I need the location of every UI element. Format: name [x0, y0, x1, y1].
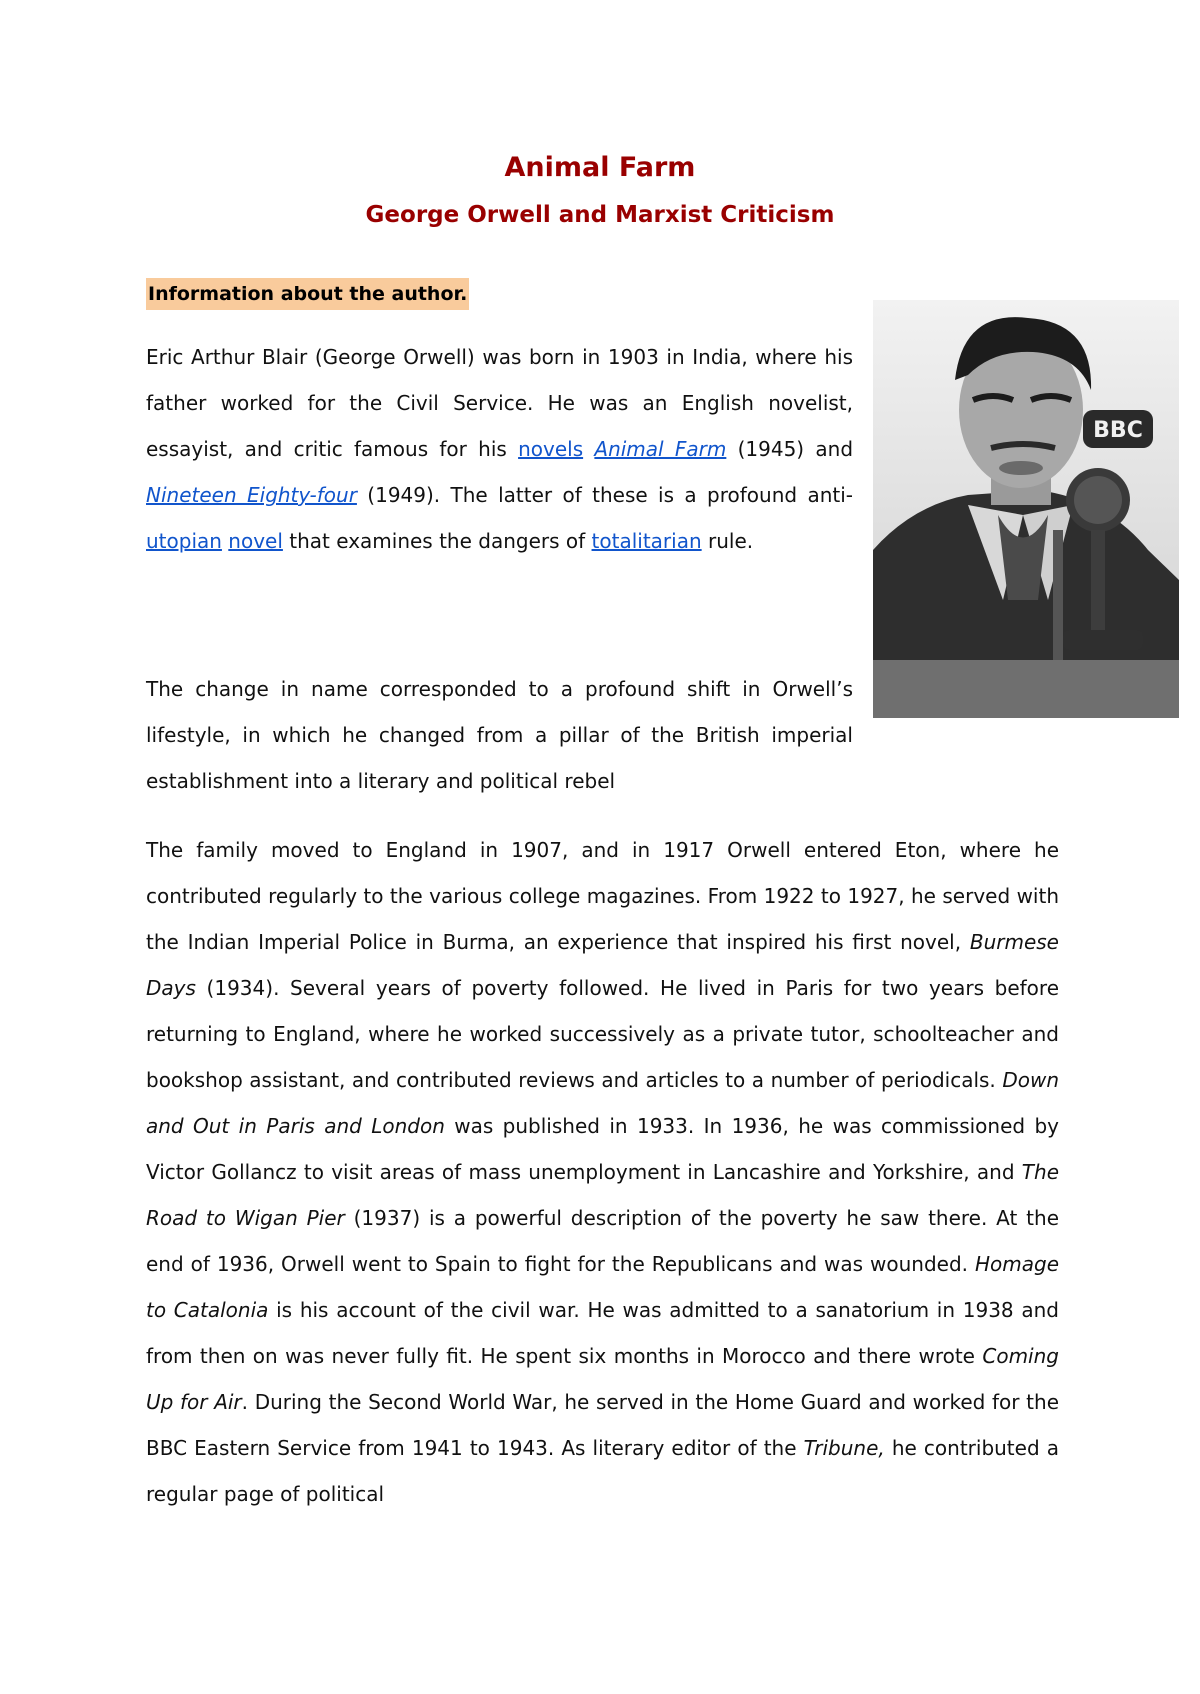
paragraph-author-intro: Eric Arthur Blair (George Orwell) was born in 1903 in India, where his father worked for the Civil Service. He was an English novelist, essayist, and critic famous for his novels Animal Farm (1945) and Nineteen Eighty-four (1949). The latter of these is a profound anti-utopian novel that examines the dangers of totalitarian rule. — [146, 345, 854, 553]
document-title: Animal Farm — [504, 152, 696, 183]
link-animal-farm[interactable]: Animal Farm — [594, 437, 727, 461]
paragraph-name-change: The change in name corresponded to a profound shift in Orwell’s lifestyle, in which he changed from a pillar of the British imperial establishment into a literary and political rebel — [146, 677, 853, 793]
document-subtitle: George Orwell and Marxist Criticism — [365, 202, 835, 228]
bbc-sign: BBC — [1093, 418, 1143, 443]
link-utopian[interactable]: utopian — [146, 529, 222, 553]
author-photo — [873, 300, 1179, 718]
link-totalitarian[interactable]: totalitarian — [591, 529, 702, 553]
link-nineteen-eighty-four[interactable]: Nineteen Eighty-four — [146, 483, 357, 507]
paragraph-biography: The family moved to England in 1907, and in 1917 Orwell entered Eton, where he contributed regularly to the various college magazines. From 1922 to 1927, he served with the Indian Imperial Police in Burma, an experience that inspired his first novel, Burmese Days (1934). Several years of poverty followed. He lived in Paris for two years before returning to England, where he worked successively as a private tutor, schoolteacher and bookshop assistant, and contributed reviews and articles to a number of periodicals. Down and Out in Paris and London was published in 1933. In 1936, he was commissioned by Victor Gollancz to visit areas of mass unemployment in Lancashire and Yorkshire, and The Road to Wigan Pier (1937) is a powerful description of the poverty he saw there. At the end of 1936, Orwell went to Spain to fight for the Republicans and was wounded. Homage to Catalonia is his account of the civil war. He was admitted to a sanatorium in 1938 and from then on was never fully fit. He spent six months in Morocco and there wrote Coming Up for Air. During the Second World War, he served in the Home Guard and worked for the BBC Eastern Service from 1941 to 1943. As literary editor of the Tribune, he contributed a regular page of political — [146, 838, 1059, 1506]
author-photo-illustration — [873, 300, 1179, 718]
link-novels[interactable]: novels — [518, 437, 584, 461]
section-heading: Information about the author. — [146, 278, 469, 310]
link-novel[interactable]: novel — [228, 529, 283, 553]
